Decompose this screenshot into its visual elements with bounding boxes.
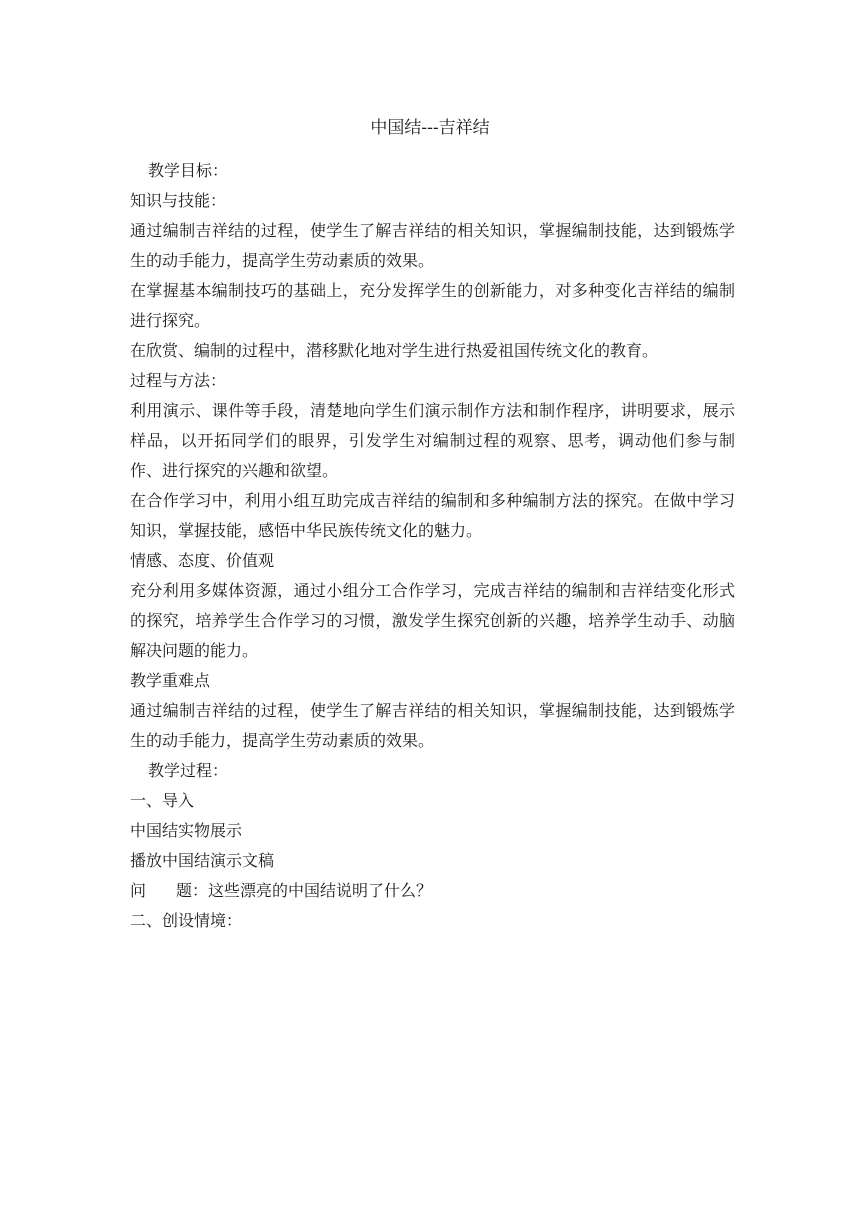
question-label-b: 题：	[176, 881, 209, 900]
step-item: 中国结实物展示	[130, 821, 243, 840]
knowledge-paragraph: 在掌握基本编制技巧的基础上，充分发挥学生的创新能力，对多种变化吉祥结的编制进行探究。	[130, 281, 735, 330]
step-item: 播放中国结演示文稿	[130, 851, 275, 870]
process-paragraph: 利用演示、课件等手段，清楚地向学生们演示制作方法和制作程序，讲明要求，展示样品，以开拓同学们的眼界，引发学生对编制过程的观察、思考，调动他们参与制作、进行探究的兴趣和欲望。	[130, 401, 735, 480]
knowledge-paragraph: 在欣赏、编制的过程中，潜移默化地对学生进行热爱祖国传统文化的教育。	[130, 341, 659, 360]
document-title: 中国结---吉祥结	[370, 118, 490, 138]
question-line	[130, 876, 735, 906]
process-paragraph: 在合作学习中，利用小组互助完成吉祥结的编制和多种编制方法的探究。在做中学习知识，掌握技能，感悟中华民族传统文化的魅力。	[130, 491, 735, 540]
step-introduction-heading: 一、导入	[130, 791, 195, 810]
emotion-values-heading: 情感、态度、价值观	[130, 551, 275, 570]
knowledge-skills-heading: 知识与技能：	[130, 191, 227, 210]
question-text: 这些漂亮的中国结说明了什么？	[208, 881, 433, 900]
teaching-goal-heading: 教学目标：	[148, 161, 229, 180]
step-scenario-heading: 二、创设情境：	[130, 911, 243, 930]
process-methods-heading: 过程与方法：	[130, 371, 227, 390]
key-points-paragraph: 通过编制吉祥结的过程，使学生了解吉祥结的相关知识，掌握编制技能，达到锻炼学生的动手能力，提高学生劳动素质的效果。	[130, 701, 735, 750]
knowledge-paragraph: 通过编制吉祥结的过程，使学生了解吉祥结的相关知识，掌握编制技能，达到锻炼学生的动手能力，提高学生劳动素质的效果。	[130, 221, 735, 270]
emotion-paragraph: 充分利用多媒体资源，通过小组分工合作学习，完成吉祥结的编制和吉祥结变化形式的探究，培养学生合作学习的习惯，激发学生探究创新的兴趣，培养学生动手、动脑解决问题的能力。	[130, 581, 735, 660]
question-label-a: 问	[130, 881, 147, 900]
document-body	[130, 156, 735, 936]
teaching-process-heading: 教学过程：	[148, 761, 229, 780]
key-difficult-points-heading: 教学重难点	[130, 671, 211, 690]
